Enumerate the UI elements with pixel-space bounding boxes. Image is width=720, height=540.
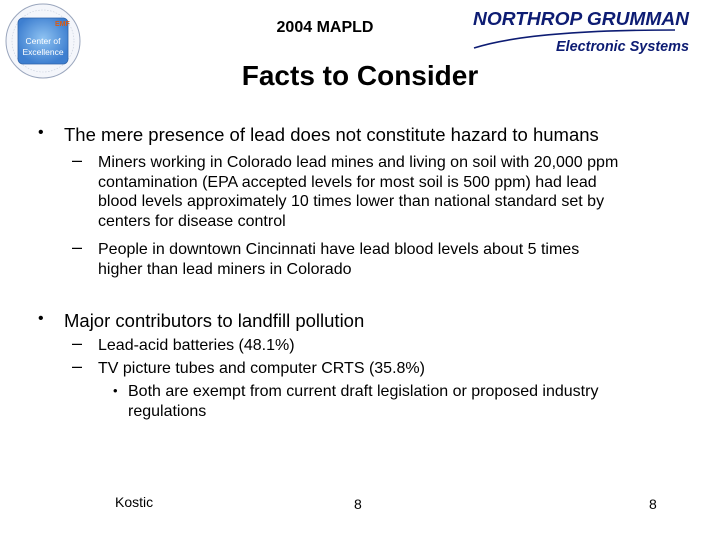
footer-author: Kostic: [115, 494, 154, 510]
sub-bullet-dash: –: [72, 237, 83, 257]
bullet-1-text: The mere presence of lead does not constitute hazard to humans: [64, 124, 599, 145]
sub-bullet-dash: –: [72, 150, 83, 170]
footer-center-number: 8: [354, 496, 362, 512]
sub-bullet-dash: –: [72, 333, 83, 353]
footer-page-number: 8: [649, 496, 657, 512]
brand-name: NORTHROP GRUMMAN: [473, 8, 690, 29]
conference-label: 2004 MAPLD: [276, 19, 374, 36]
northrop-grumman-logo: [470, 6, 695, 58]
brand-division: Electronic Systems: [556, 38, 689, 55]
logo-text-line2: Excellence: [22, 47, 64, 57]
bullet-2-text: Major contributors to landfill pollution: [64, 310, 365, 331]
sub-bullet-dash: –: [72, 356, 83, 376]
sub-bullet-1-1: Miners working in Colorado lead mines and living on soil with 20,000 ppm contamination (EPA accepted levels for most soil is 500 ppm) had lead blood levels approximately 10 times lower than national standard set by centers for disease control: [98, 154, 619, 230]
bullet-dot: •: [38, 310, 44, 327]
sub-bullet-1-2: People in downtown Cincinnati have lead blood levels about 5 times higher than lead miners in Colorado: [98, 241, 580, 278]
logo-top-letters: EMF: [55, 21, 70, 28]
sub-sub-bullet-dot: •: [113, 383, 118, 398]
slide-title: Facts to Consider: [241, 60, 479, 91]
center-of-excellence-logo: [4, 2, 82, 80]
sub-sub-bullet-2-2-1: Both are exempt from current draft legislation or proposed industry regulations: [128, 383, 599, 420]
bullet-dot: •: [38, 124, 44, 141]
logo-text-line1: Center of: [25, 36, 61, 46]
sub-bullet-2-2: TV picture tubes and computer CRTS (35.8%): [98, 360, 425, 377]
sub-bullet-2-1: Lead-acid batteries (48.1%): [98, 337, 295, 354]
